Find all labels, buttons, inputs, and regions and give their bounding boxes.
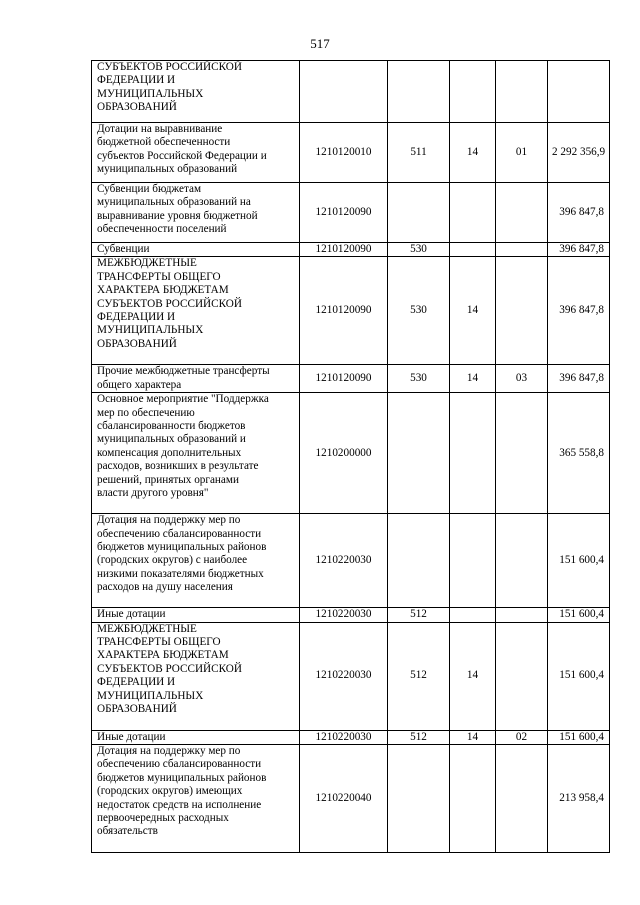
budget-table-body xyxy=(92,61,610,853)
row-expense-type-cell: 512 xyxy=(388,608,450,622)
row-subsection-cell: 02 xyxy=(496,730,548,744)
row-amount-cell: 151 600,4 xyxy=(548,608,610,622)
row-section-cell: 14 xyxy=(450,730,496,744)
row-subsection-cell xyxy=(496,257,548,365)
row-expense-type-cell xyxy=(388,183,450,243)
row-target-code-cell xyxy=(300,61,388,123)
row-target-code-cell: 1210220030 xyxy=(300,514,388,608)
table-row xyxy=(92,123,610,183)
row-section-cell xyxy=(450,183,496,243)
row-subsection-cell xyxy=(496,514,548,608)
row-expense-type-cell: 512 xyxy=(388,730,450,744)
row-section-cell xyxy=(450,608,496,622)
row-name-cell: Дотация на поддержку мер по обеспечению сбалансированности бюджетов муниципальных районов (городских округов) имеющих недостаток средств на исполнение первоочередных расходных обязательств xyxy=(92,745,300,853)
row-expense-type-cell: 511 xyxy=(388,123,450,183)
row-amount-cell: 396 847,8 xyxy=(548,365,610,393)
row-subsection-cell xyxy=(496,745,548,853)
row-section-cell: 14 xyxy=(450,365,496,393)
row-amount-cell: 396 847,8 xyxy=(548,243,610,257)
row-amount-cell: 396 847,8 xyxy=(548,257,610,365)
row-name-cell: МЕЖБЮДЖЕТНЫЕ ТРАНСФЕРТЫ ОБЩЕГО ХАРАКТЕРА БЮДЖЕТАМ СУБЪЕКТОВ РОССИЙСКОЙ ФЕДЕРАЦИИ И МУНИЦИПАЛЬНЫХ ОБРАЗОВАНИЙ xyxy=(92,622,300,730)
row-target-code-cell: 1210120090 xyxy=(300,257,388,365)
table-row xyxy=(92,257,610,365)
row-name-cell: Иные дотации xyxy=(92,608,300,622)
row-target-code-cell: 1210220030 xyxy=(300,730,388,744)
row-subsection-cell xyxy=(496,243,548,257)
row-section-cell xyxy=(450,745,496,853)
table-row xyxy=(92,622,610,730)
row-target-code-cell: 1210120090 xyxy=(300,183,388,243)
row-section-cell xyxy=(450,61,496,123)
row-target-code-cell: 1210120090 xyxy=(300,243,388,257)
row-amount-cell: 2 292 356,9 xyxy=(548,123,610,183)
table-row xyxy=(92,514,610,608)
row-expense-type-cell: 512 xyxy=(388,622,450,730)
row-name-cell: СУБЪЕКТОВ РОССИЙСКОЙ ФЕДЕРАЦИИ И МУНИЦИПАЛЬНЫХ ОБРАЗОВАНИЙ xyxy=(92,61,300,123)
budget-table xyxy=(91,60,610,853)
row-amount-cell: 151 600,4 xyxy=(548,730,610,744)
table-row xyxy=(92,745,610,853)
row-amount-cell: 151 600,4 xyxy=(548,622,610,730)
row-expense-type-cell xyxy=(388,393,450,514)
table-row xyxy=(92,393,610,514)
row-amount-cell: 213 958,4 xyxy=(548,745,610,853)
table-row xyxy=(92,243,610,257)
row-target-code-cell: 1210200000 xyxy=(300,393,388,514)
row-expense-type-cell: 530 xyxy=(388,243,450,257)
row-expense-type-cell: 530 xyxy=(388,257,450,365)
row-amount-cell: 396 847,8 xyxy=(548,183,610,243)
row-name-cell: Прочие межбюджетные трансферты общего характера xyxy=(92,365,300,393)
row-subsection-cell xyxy=(496,622,548,730)
table-row xyxy=(92,61,610,123)
row-target-code-cell: 1210220040 xyxy=(300,745,388,853)
row-amount-cell: 151 600,4 xyxy=(548,514,610,608)
row-section-cell xyxy=(450,393,496,514)
row-section-cell: 14 xyxy=(450,257,496,365)
row-name-cell: Основное мероприятие "Поддержка мер по обеспечению сбалансированности бюджетов муниципальных образований и компенсация дополнительных расходов, возникших в результате решений, принятых органами власти другого уровня" xyxy=(92,393,300,514)
row-expense-type-cell: 530 xyxy=(388,365,450,393)
row-subsection-cell: 01 xyxy=(496,123,548,183)
row-amount-cell: 365 558,8 xyxy=(548,393,610,514)
row-name-cell: Субвенции xyxy=(92,243,300,257)
page-number: 517 xyxy=(310,36,330,51)
row-section-cell xyxy=(450,514,496,608)
row-section-cell: 14 xyxy=(450,123,496,183)
row-name-cell: Субвенции бюджетам муниципальных образований на выравнивание уровня бюджетной обеспеченности поселений xyxy=(92,183,300,243)
row-subsection-cell xyxy=(496,393,548,514)
row-subsection-cell xyxy=(496,608,548,622)
table-row xyxy=(92,183,610,243)
row-target-code-cell: 1210120090 xyxy=(300,365,388,393)
row-target-code-cell: 1210220030 xyxy=(300,622,388,730)
row-subsection-cell: 03 xyxy=(496,365,548,393)
row-name-cell: Иные дотации xyxy=(92,730,300,744)
row-section-cell xyxy=(450,243,496,257)
table-row xyxy=(92,608,610,622)
row-subsection-cell xyxy=(496,183,548,243)
row-name-cell: Дотация на поддержку мер по обеспечению сбалансированности бюджетов муниципальных районов (городских округов) с наиболее низкими показателями бюджетных расходов на душу населения xyxy=(92,514,300,608)
row-name-cell: МЕЖБЮДЖЕТНЫЕ ТРАНСФЕРТЫ ОБЩЕГО ХАРАКТЕРА БЮДЖЕТАМ СУБЪЕКТОВ РОССИЙСКОЙ ФЕДЕРАЦИИ И МУНИЦИПАЛЬНЫХ ОБРАЗОВАНИЙ xyxy=(92,257,300,365)
row-expense-type-cell xyxy=(388,745,450,853)
row-target-code-cell: 1210120010 xyxy=(300,123,388,183)
table-row xyxy=(92,730,610,744)
row-section-cell: 14 xyxy=(450,622,496,730)
row-expense-type-cell xyxy=(388,514,450,608)
row-subsection-cell xyxy=(496,61,548,123)
row-expense-type-cell xyxy=(388,61,450,123)
row-name-cell: Дотации на выравнивание бюджетной обеспеченности субъектов Российской Федерации и муниципальных образований xyxy=(92,123,300,183)
row-target-code-cell: 1210220030 xyxy=(300,608,388,622)
table-row xyxy=(92,365,610,393)
row-amount-cell xyxy=(548,61,610,123)
